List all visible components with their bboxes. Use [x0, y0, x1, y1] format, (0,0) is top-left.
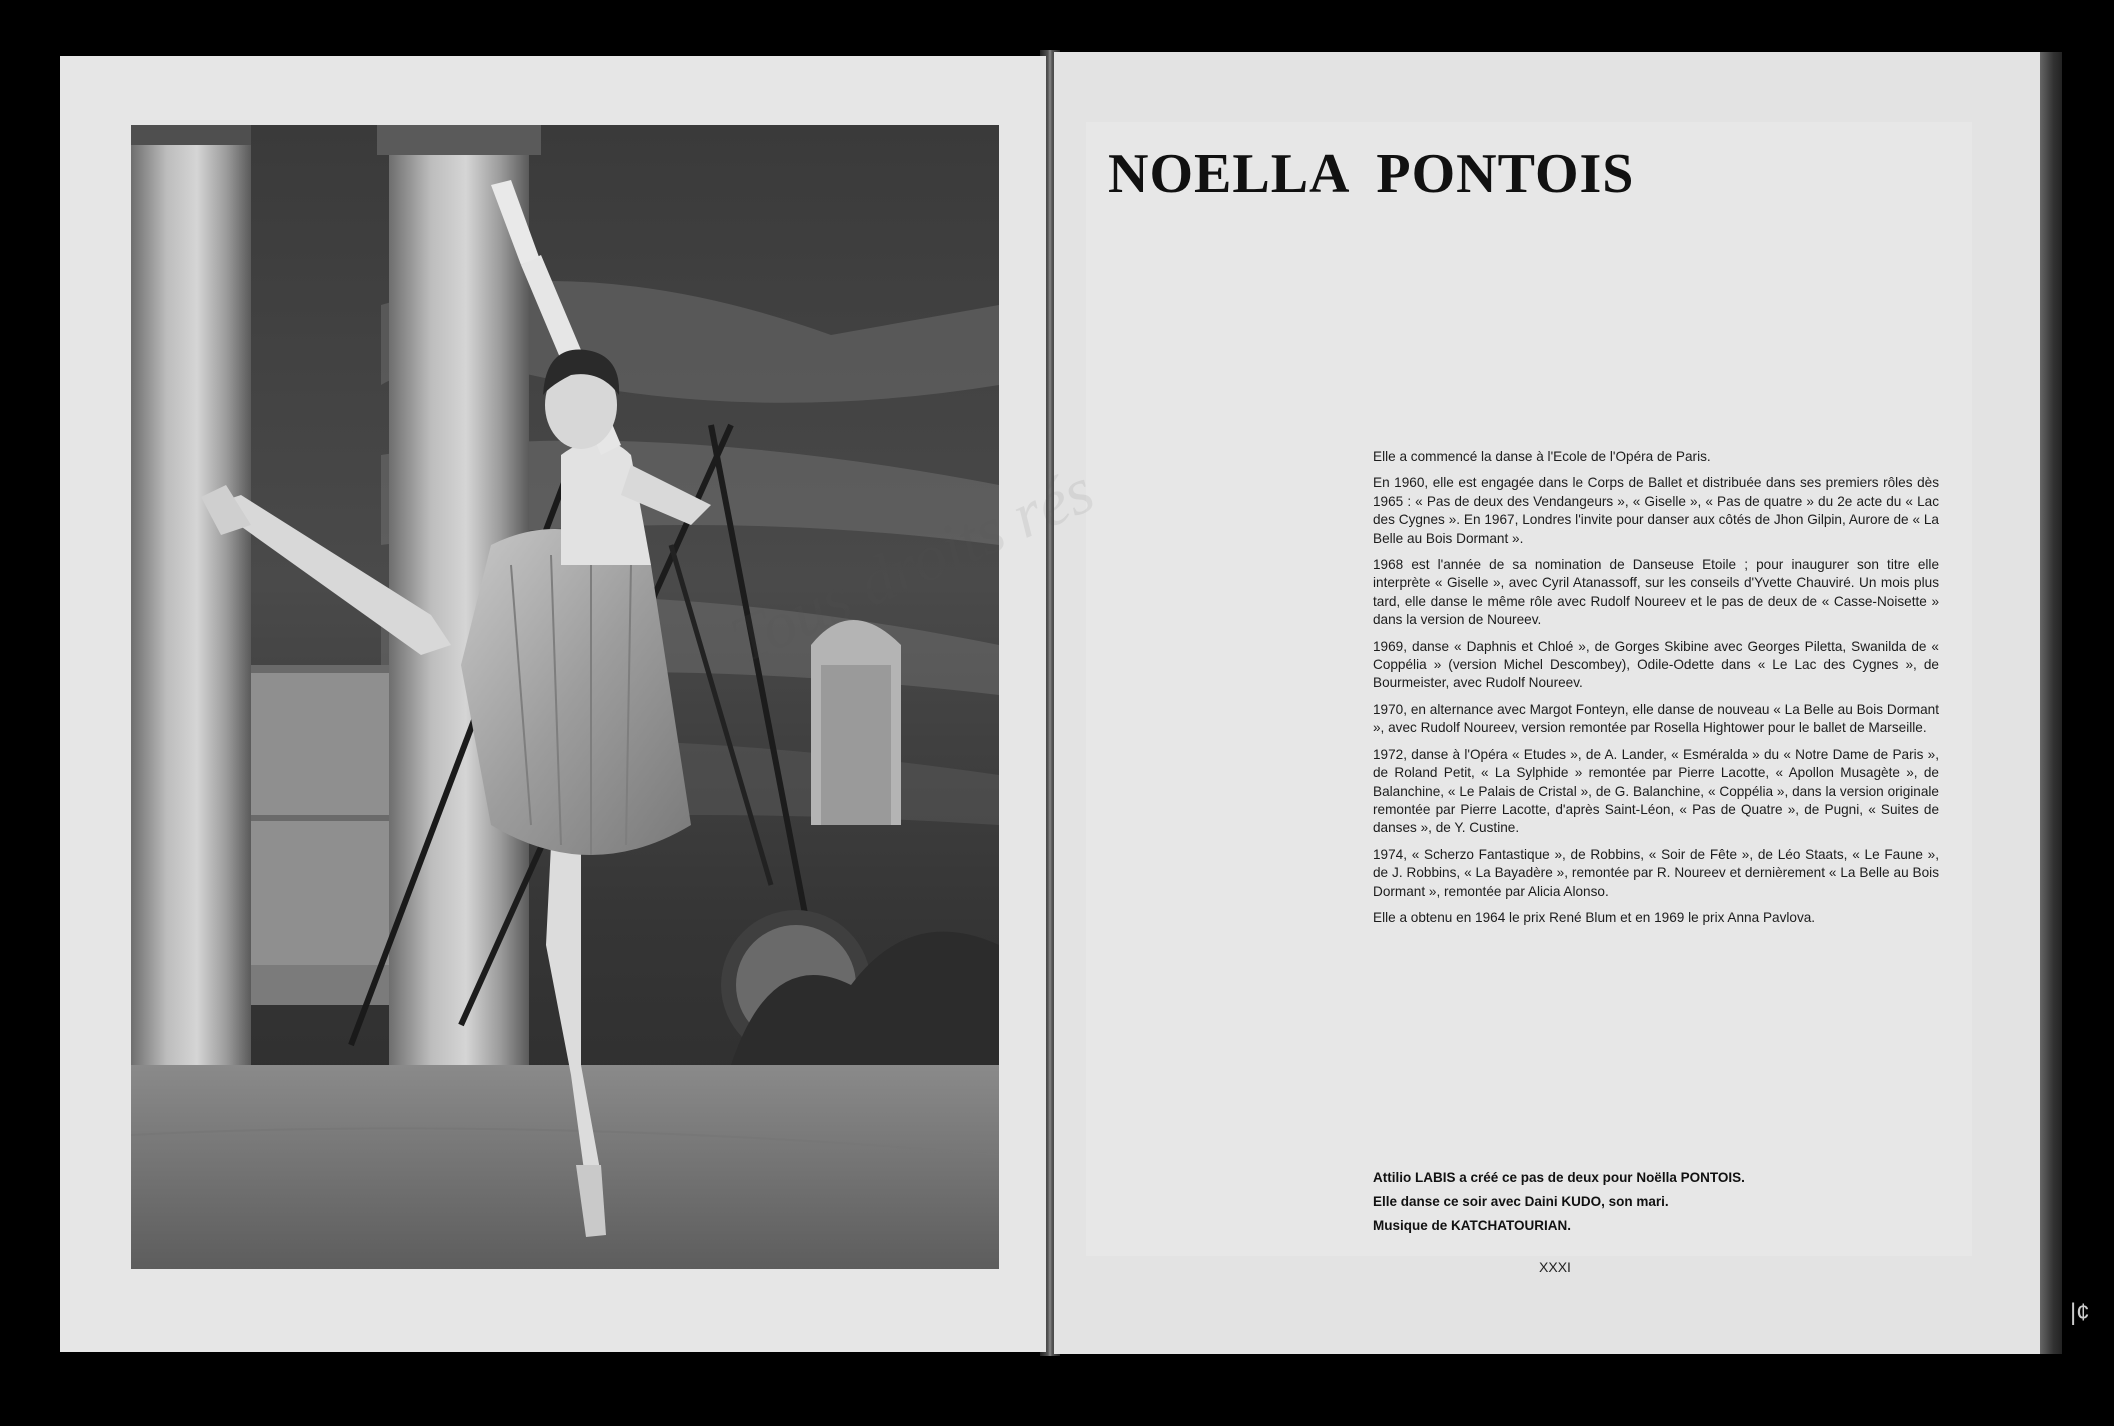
bio-paragraph: Elle a obtenu en 1964 le prix René Blum et en 1969 le prix Anna Pavlova. [1373, 909, 1816, 925]
bio-paragraph: 1968 est l'année de sa nomination de Danseuse Etoile ; pour inaugurer son titre elle interprète « Giselle », avec Cyril Atanassoff, sur les conseils d'Yvette Chauviré. Un mois plus tard, elle danse le même rôle avec Rudolf Noureev et le pas de deux de « Casse-Noisette » dans la version de Noureev. [1373, 557, 1939, 628]
bio-paragraph: Elle a commencé la danse à l'Ecole de l'Opéra de Paris. [1373, 449, 1711, 464]
bio-paragraph: 1970, en alternance avec Margot Fonteyn, elle danse de nouveau « La Belle au Bois Dormant », avec Rudolf Noureev, version remontée par Rosella Hightower pour le ballet de Marseille. [1373, 701, 1939, 736]
bio-paragraph: 1972, danse à l'Opéra « Etudes », de A. Lander, « Esméralda » du « Notre Dame de Paris », de Roland Petit, « La Sylphide » remontée par Pierre Lacotte, « Apollon Musagète », de Balanchine, « Le Palais de Cristal », de G. Balanchine, « Coppélia », dans la version originale remontée par Pierre Lacotte, d'après Saint-Léon, « Pas de Quatre », de Pugni, « Suites de danses », de Y. Custine. [1373, 746, 1939, 836]
book-cover-edge [2040, 52, 2062, 1354]
page-title: NOELLA PONTOIS [1108, 143, 1635, 205]
page-number: XXXI [1539, 1259, 1571, 1275]
credit-line: Attilio LABIS a créé ce pas de deux pour Noëlla PONTOIS. [1373, 1170, 1745, 1185]
credit-line: Musique de KATCHATOURIAN. [1373, 1218, 1571, 1233]
dancer-photo [131, 125, 999, 1269]
biography [1373, 448, 1939, 935]
credits [1373, 1166, 1973, 1238]
corner-mark: |¢ [2070, 1299, 2090, 1326]
bio-paragraph: 1969, danse « Daphnis et Chloé », de Gorges Skibine avec Georges Piletta, Swanilda de « Coppélia » (version Michel Descombey), Odile-Odette dans « Le Lac des Cygnes », de Bourmeister, avec Rudolf Noureev. [1373, 638, 1939, 691]
credit-line: Elle danse ce soir avec Daini KUDO, son mari. [1373, 1194, 1669, 1209]
bio-paragraph: En 1960, elle est engagée dans le Corps de Ballet et distribuée dans ses premiers rôles dès 1965 : « Pas de deux des Vendangeurs », « Giselle », « Pas de quatre » du 2e acte du « Lac des Cygnes ». En 1967, Londres l'invite pour danser aux côtés de Jhon Gilpin, Aurore de « La Belle au Bois Dormant ». [1373, 475, 1939, 546]
bio-paragraph: 1974, « Scherzo Fantastique », de Robbins, « Soir de Fête », de Léo Staats, « Le Faune », de J. Robbins, « La Bayadère », remontée par R. Noureev et dernièrement « La Belle au Bois Dormant », remontée par Alicia Alonso. [1373, 846, 1939, 899]
